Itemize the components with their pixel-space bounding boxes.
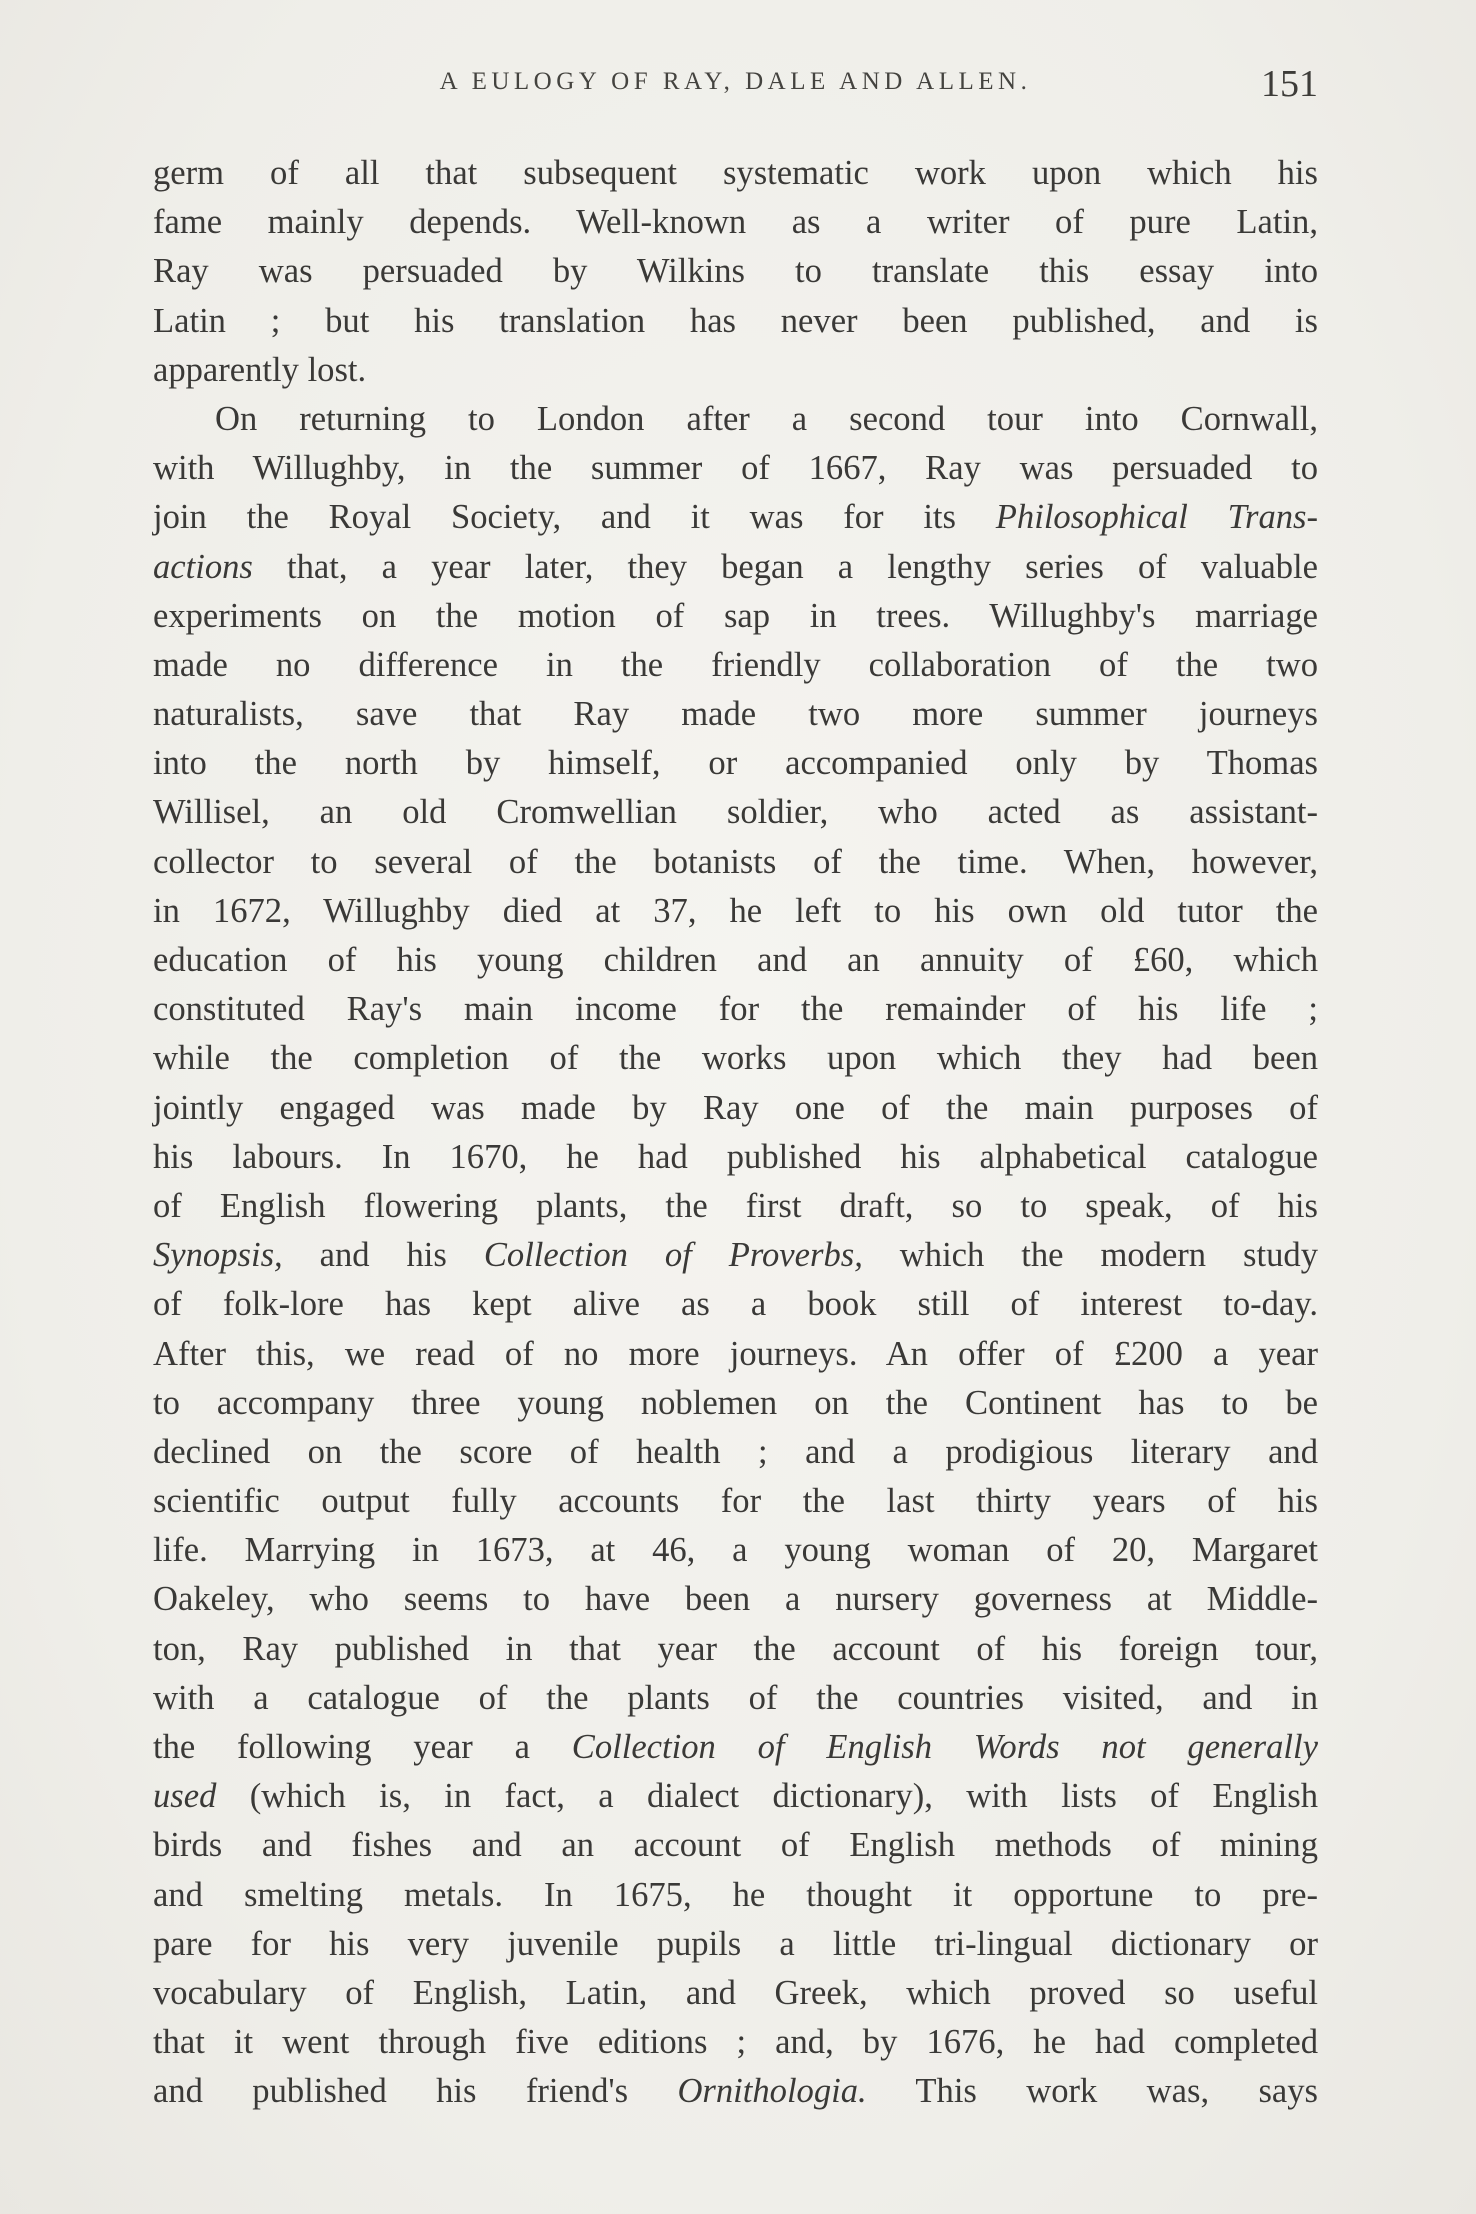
italic-title-text: Ornithologia. bbox=[677, 2072, 867, 2111]
text-run: education of his young children and an annuity of £60, which bbox=[153, 941, 1318, 979]
text-line bbox=[153, 1575, 1318, 1624]
text-line bbox=[153, 1625, 1318, 1674]
text-run: of English flowering plants, the first draft, so to speak, of his bbox=[153, 1186, 1318, 1225]
text-line bbox=[153, 2067, 1318, 2116]
text-run: vocabulary of English, Latin, and Greek, which proved so useful bbox=[153, 1973, 1318, 2012]
text-line bbox=[153, 1330, 1318, 1379]
text-run: ton, Ray published in that year the account of his foreign tour, bbox=[153, 1629, 1318, 1668]
text-line bbox=[153, 1969, 1318, 2018]
text-run: apparently lost. bbox=[153, 350, 367, 389]
text-run: Latin ; but his translation has never been published, and is bbox=[153, 301, 1318, 340]
text-line bbox=[153, 1379, 1318, 1428]
text-line bbox=[153, 1428, 1318, 1477]
text-run: constituted Ray's main income for the remainder of his life ; bbox=[153, 990, 1318, 1029]
italic-title-text: Synopsis, bbox=[153, 1236, 283, 1275]
text-run: experiments on the motion of sap in trees. Willughby's marriage bbox=[153, 596, 1318, 635]
text-run: Ray was persuaded by Wilkins to translate this essay into bbox=[153, 252, 1318, 291]
text-line bbox=[153, 297, 1318, 346]
text-run: pare for his very juvenile pupils a little tri-lingual dictionary or bbox=[153, 1924, 1318, 1963]
text-line bbox=[153, 1526, 1318, 1575]
text-line bbox=[153, 985, 1318, 1034]
text-run: which the modern study bbox=[862, 1236, 1318, 1275]
text-run: his labours. In 1670, he had published his alphabetical catalogue bbox=[153, 1137, 1318, 1176]
text-run: and published his friend's bbox=[153, 2072, 678, 2111]
text-run: that it went through five editions ; and, by 1676, he had completed bbox=[153, 2023, 1318, 2062]
text-line bbox=[153, 641, 1318, 690]
text-run: fame mainly depends. Well-known as a writer of pure Latin, bbox=[153, 203, 1318, 242]
text-line bbox=[153, 444, 1318, 493]
text-line bbox=[153, 1084, 1318, 1133]
text-run: life. Marrying in 1673, at 46, a young woman of 20, Margaret bbox=[153, 1531, 1318, 1570]
page-header bbox=[153, 62, 1318, 110]
text-line bbox=[153, 788, 1318, 837]
text-run: and his bbox=[282, 1236, 484, 1275]
text-line bbox=[153, 592, 1318, 641]
text-run: join the Royal Society, and it was for its bbox=[153, 498, 996, 537]
running-head: A EULOGY OF RAY, DALE AND ALLEN. bbox=[439, 68, 1032, 95]
text-run: into the north by himself, or accompanied only by Thomas bbox=[153, 744, 1318, 783]
text-run: to accompany three young noblemen on the Continent has to be bbox=[153, 1383, 1318, 1422]
text-run: and smelting metals. In 1675, he thought it opportune to pre- bbox=[153, 1875, 1318, 1914]
text-run: jointly engaged was made by Ray one of the main purposes of bbox=[153, 1088, 1318, 1127]
text-run: This work was, says bbox=[866, 2072, 1318, 2111]
text-line bbox=[153, 1182, 1318, 1231]
body-text bbox=[153, 149, 1318, 2117]
text-run: of folk-lore has kept alive as a book still of interest to-day. bbox=[153, 1285, 1318, 1324]
text-line bbox=[153, 1723, 1318, 1772]
text-run: naturalists, save that Ray made two more summer journeys bbox=[153, 695, 1318, 734]
page-number: 151 bbox=[1261, 63, 1318, 105]
text-line bbox=[153, 1871, 1318, 1920]
text-run: that, a year later, they began a lengthy series of valuable bbox=[252, 547, 1318, 586]
text-line bbox=[153, 1821, 1318, 1870]
italic-title-text: Philosophical Trans- bbox=[995, 498, 1319, 537]
italic-title-text: actions bbox=[153, 547, 253, 586]
text-line bbox=[153, 1477, 1318, 1526]
text-run: Willisel, an old Cromwellian soldier, who acted as assistant- bbox=[153, 793, 1318, 832]
text-run: birds and fishes and an account of English methods of mining bbox=[153, 1826, 1318, 1865]
text-line bbox=[153, 1133, 1318, 1182]
text-run: while the completion of the works upon which they had been bbox=[153, 1039, 1318, 1078]
text-line bbox=[153, 247, 1318, 296]
text-run: made no difference in the friendly collaboration of the two bbox=[153, 645, 1318, 684]
text-line bbox=[153, 2018, 1318, 2067]
text-run: with a catalogue of the plants of the countries visited, and in bbox=[153, 1678, 1318, 1717]
text-line bbox=[153, 395, 1318, 444]
text-line bbox=[153, 690, 1318, 739]
text-run: collector to several of the botanists of the time. When, however, bbox=[153, 842, 1318, 881]
text-line bbox=[153, 1280, 1318, 1329]
text-run: in 1672, Willughby died at 37, he left to his own old tutor the bbox=[153, 891, 1318, 930]
italic-title-text: used bbox=[153, 1777, 217, 1816]
text-run: the following year a bbox=[153, 1728, 572, 1766]
text-run: scientific output fully accounts for the last thirty years of his bbox=[153, 1482, 1318, 1521]
text-line bbox=[153, 936, 1318, 985]
text-run: On returning to London after a second tour into Cornwall, bbox=[215, 399, 1318, 438]
text-run: declined on the score of health ; and a prodigious literary and bbox=[153, 1432, 1318, 1471]
text-run: with Willughby, in the summer of 1667, Ray was persuaded to bbox=[153, 449, 1318, 488]
text-line bbox=[153, 1772, 1318, 1821]
text-run: Oakeley, who seems to have been a nursery governess at Middle- bbox=[153, 1580, 1318, 1619]
text-line bbox=[153, 543, 1318, 592]
text-line bbox=[153, 739, 1318, 788]
text-line bbox=[153, 1674, 1318, 1723]
text-line bbox=[153, 493, 1318, 542]
text-line bbox=[153, 1231, 1318, 1280]
italic-title-text: Collection of English Words not generally bbox=[571, 1728, 1318, 1766]
text-line bbox=[153, 198, 1318, 247]
text-run: (which is, in fact, a dialect dictionary), with lists of English bbox=[216, 1777, 1318, 1816]
text-line bbox=[153, 149, 1318, 198]
text-run: germ of all that subsequent systematic work upon which his bbox=[153, 154, 1318, 192]
text-line bbox=[153, 1034, 1318, 1083]
text-line bbox=[153, 346, 1318, 395]
italic-title-text: Collection of Proverbs, bbox=[483, 1236, 863, 1275]
text-line bbox=[153, 1920, 1318, 1969]
text-line bbox=[153, 887, 1318, 936]
text-line bbox=[153, 838, 1318, 887]
text-run: After this, we read of no more journeys. An offer of £200 a year bbox=[153, 1334, 1318, 1373]
